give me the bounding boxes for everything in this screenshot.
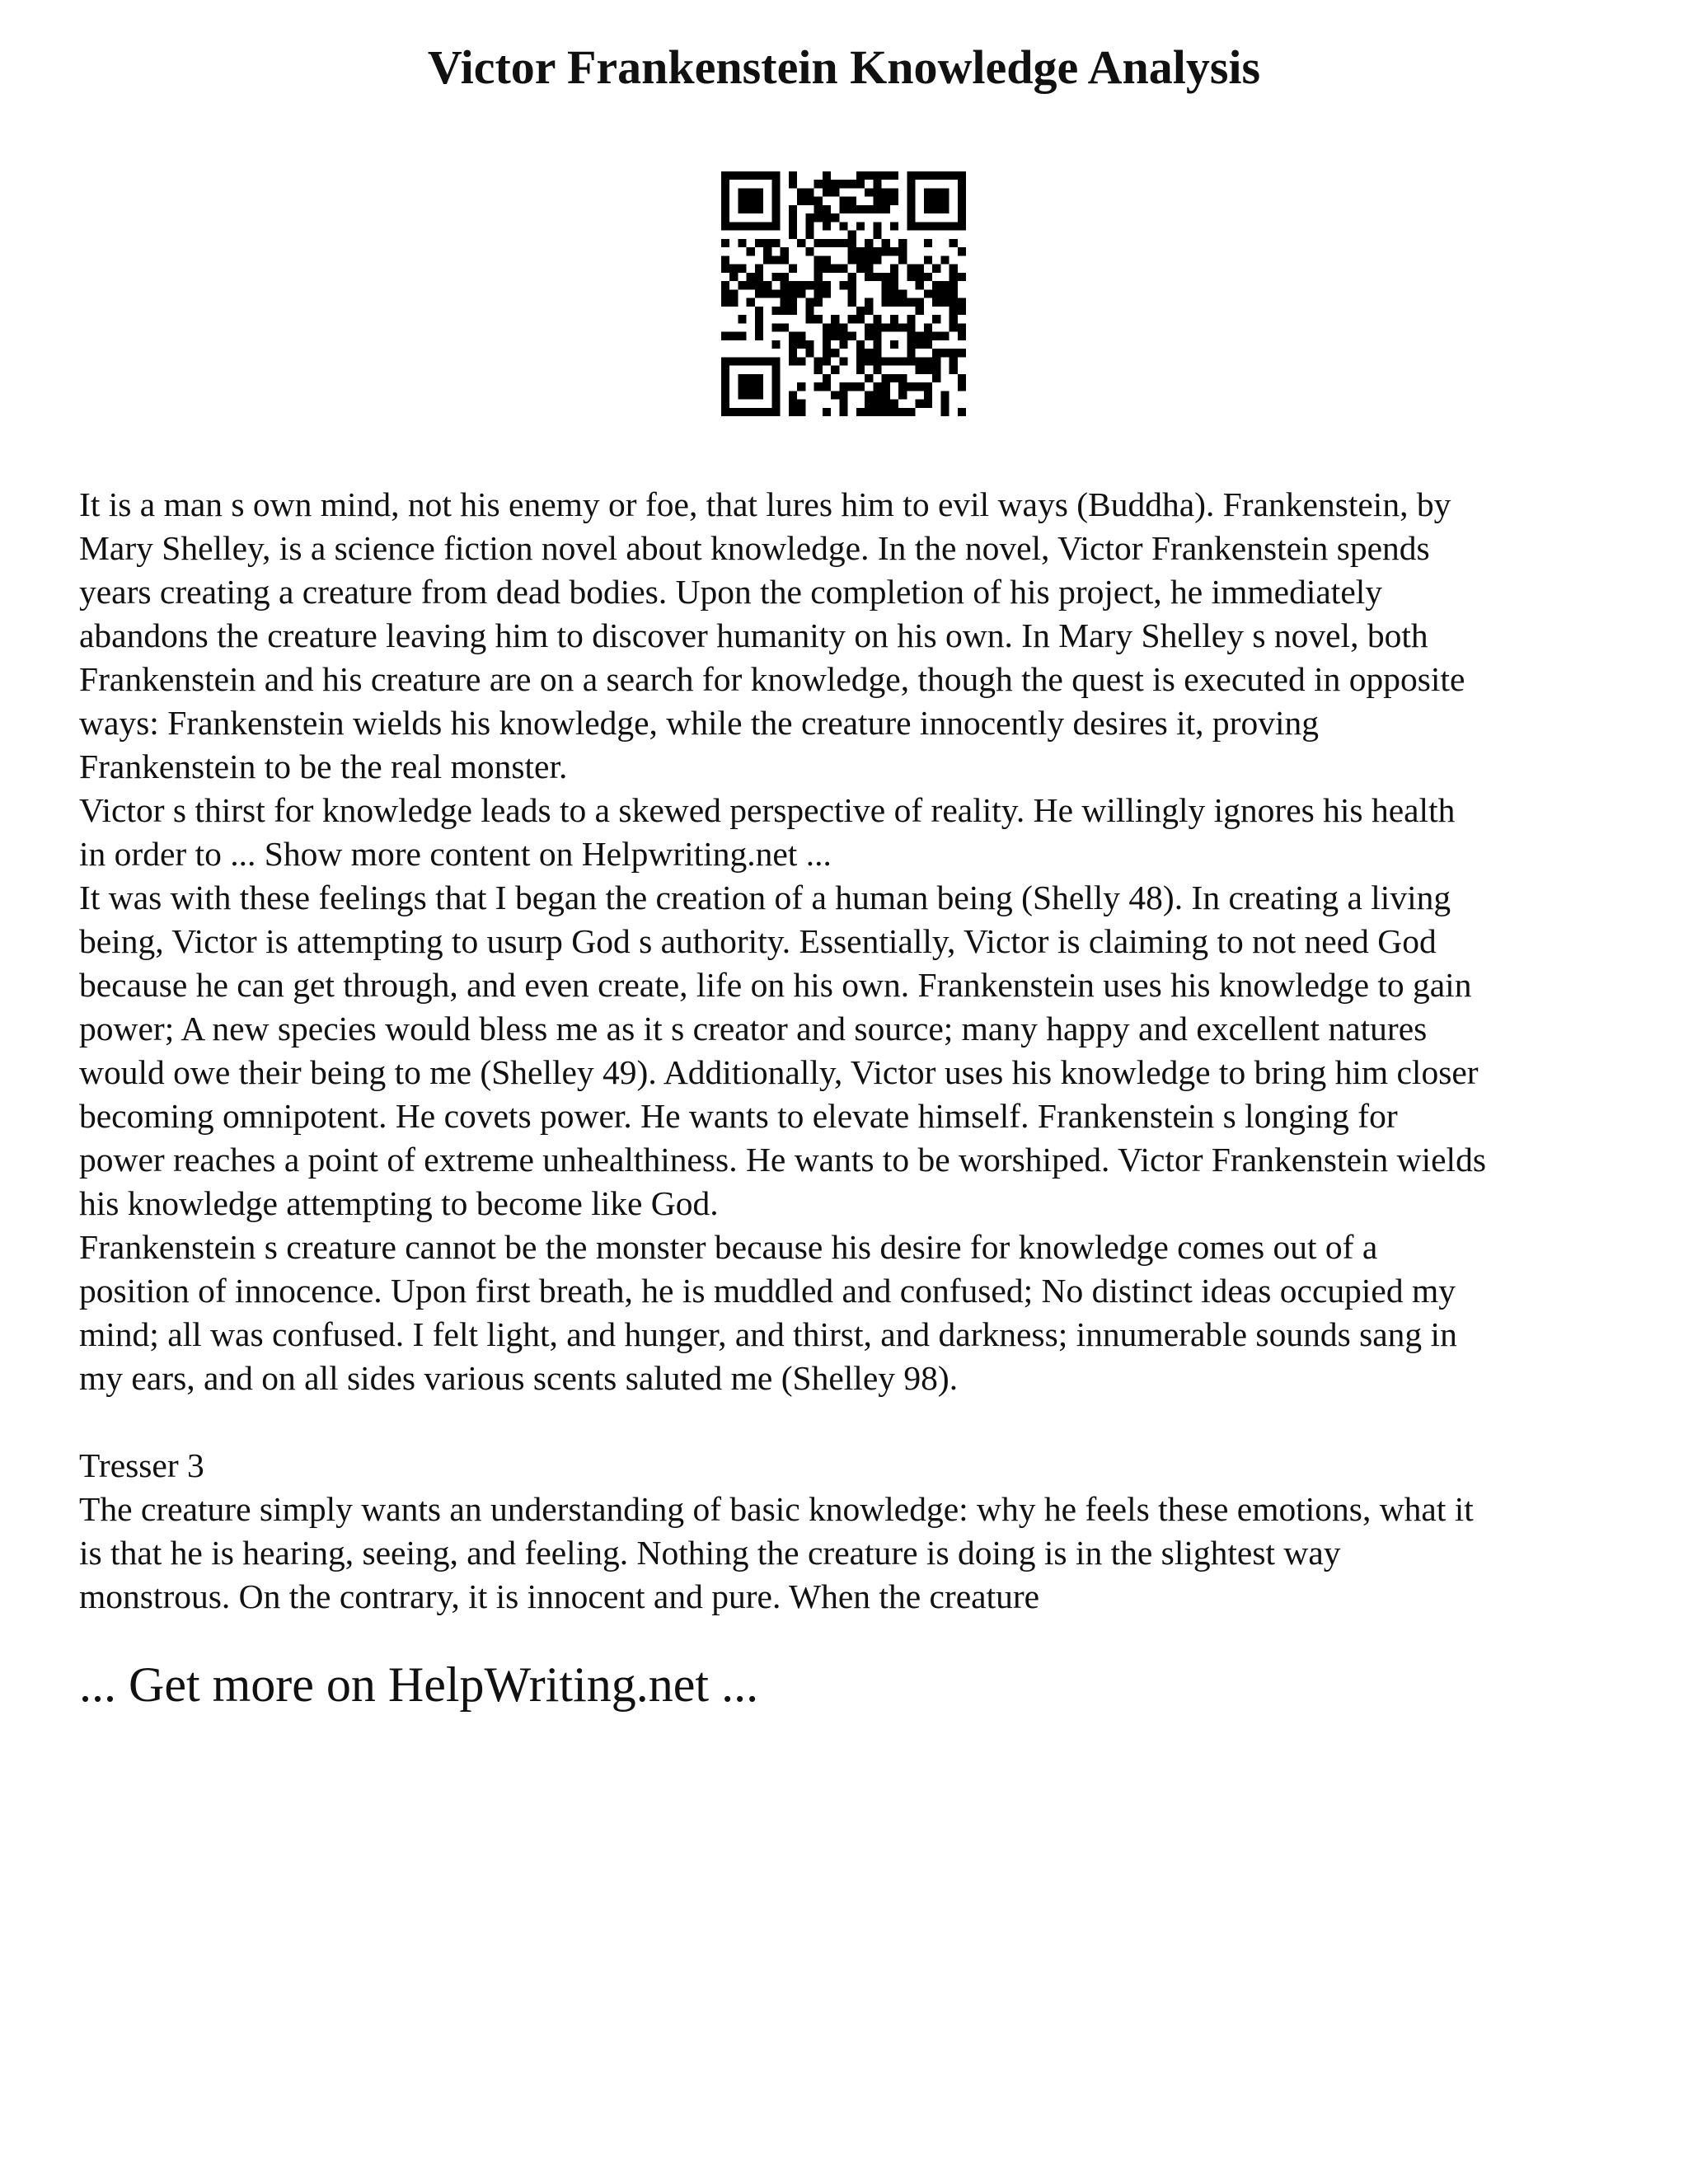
page-title: Victor Frankenstein Knowledge Analysis [427,40,1261,94]
paragraph-thirst: Victor s thirst for knowledge leads to a skewed perspective of reality. He willingly ignores his health in order to ... Show more content on Helpwriting.net ... [79,791,1456,873]
paragraph-gap [79,1400,1629,1444]
qr-code-icon [721,171,966,416]
get-more-link[interactable]: ... Get more on HelpWriting.net ... [79,1657,759,1712]
paragraph-creature: Frankenstein s creature cannot be the monster because his desire for knowledge comes out of a position of innocence. Upon first breath, he is muddled and confused; No distinct ideas occupied my mind; all was confused. I felt light, and hunger, and thirst, and darkness; innumerable sounds sang in my ears, and on all sides various scents saluted me (Shelley 98). [79,1228,1457,1397]
paragraph-understanding: The creature simply wants an understanding of basic knowledge: why he feels these emotions, what it is that he is hearing, seeing, and feeling. Nothing the creature is doing is in the slightest way monstrous. On the contrary, it is innocent and pure. When the creature [79,1490,1474,1615]
essay-body [79,483,1629,1619]
paragraph-intro: It is a man s own mind, not his enemy or foe, that lures him to evil ways (Buddha). Frankenstein, by Mary Shelley, is a science fiction novel about knowledge. In the novel, Victor Frankenstein spends years creating a creature from dead bodies. Upon the completion of his project, he immediately abandons the creature leaving him to discover humanity on his own. In Mary Shelley s novel, both Frankenstein and his creature are on a search for knowledge, though the quest is executed in opposite ways: Frankenstein wields his knowledge, while the creature innocently desires it, proving Frankenstein to be the real monster. [79,485,1465,785]
page-header-label: Tresser 3 [79,1446,204,1484]
paragraph-creation: It was with these feelings that I began the creation of a human being (Shelly 48). In creating a living being, Victor is attempting to usurp God s authority. Essentially, Victor is claiming to not need God because he can get through, and even create, life on his own. Frankenstein uses his knowledge to gain power; A new species would bless me as it s creator and source; many happy and excellent natures would owe their being to me (Shelley 49). Additionally, Victor uses his knowledge to bring him closer becoming omnipotent. He covets power. He wants to elevate himself. Frankenstein s longing for power reaches a point of extreme unhealthiness. He wants to be worshiped. Victor Frankenstein wields his knowledge attempting to become like God. [79,879,1486,1222]
